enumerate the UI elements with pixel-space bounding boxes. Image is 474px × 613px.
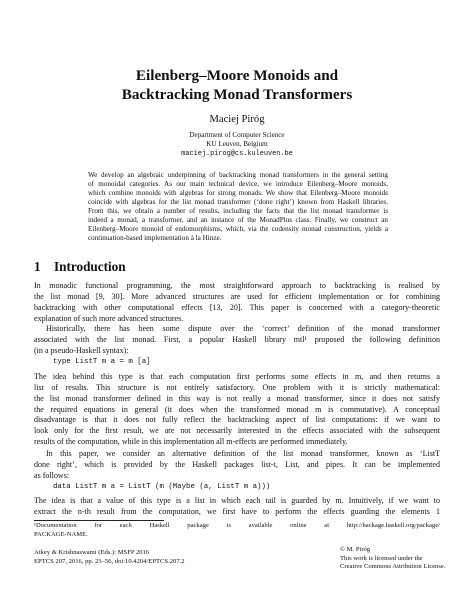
body-line: list of results. This structure is not entirely satisfactory. One problem with it is strictly mathematical: bbox=[34, 382, 440, 392]
body-line: look only for the first result, we are not necessarily interested in the effects associated with the subsequent bbox=[34, 426, 440, 436]
body-line: Historically, there has been some dispute over the ‘correct’ definition of the monad transformer bbox=[46, 324, 440, 333]
body-line: the required equations in general (it does when the transformed monad m is commutative). A conceptual bbox=[34, 404, 440, 414]
body-line: the list monad transformer defined in this way is not really a monad transformer, since it does not satisfy bbox=[34, 393, 440, 403]
abstract-line: From this, we obtain a number of results, including the facts that the list monad transformer is bbox=[88, 207, 388, 216]
body-line: associated with the list monad. First, a popular Haskell library mtl¹ proposed the following definition bbox=[34, 334, 440, 344]
author-email: maciej.pirog@cs.kuleuven.be bbox=[181, 150, 293, 158]
footnote-line: ¹Documentation for each Haskell package is available online at http://hackage.haskell.org/package/ bbox=[34, 522, 440, 529]
paragraph-1 bbox=[34, 281, 440, 324]
body-line: In this paper, we consider an alternative definition of the list monad transformer, known as ‘ListT bbox=[46, 449, 440, 458]
body-line: as follows: bbox=[34, 470, 70, 480]
paper-title-line-2: Backtracking Monad Transformers bbox=[121, 86, 353, 103]
doi-line: EPTCS 207, 2016, pp. 23–56, doi:10.4204/EPTCS.207.2 bbox=[34, 557, 185, 565]
body-line: backtracking with other computational effects [13, 20]. This paper is concerned with a category-theoretic bbox=[34, 302, 440, 312]
body-line: The idea behind this type is that each computation first performs some effects in m, and then returns a bbox=[34, 372, 440, 381]
section-number: 1 bbox=[34, 259, 41, 274]
section-title: Introduction bbox=[54, 259, 126, 274]
abstract-line: indeed a monad, a transformer, and an instance of the MonadPlus class. Finally, we construct an bbox=[88, 216, 388, 225]
publication-info bbox=[34, 549, 185, 566]
abstract-line: continuation-based implementation à la Hinze. bbox=[88, 234, 222, 243]
abstract-line: Eilenberg–Moore monoid of endomorphisms, which, via the codensity monad construction, yields a bbox=[88, 225, 388, 234]
footnote-rule bbox=[34, 520, 164, 521]
abstract-line: coincide with algebras for the list monad transformer (‘done right’) known from Haskell libraries. bbox=[88, 198, 388, 207]
body-line: extract the n-th result from the computation, we first have to perform the effects guarding the elements 1 bbox=[34, 506, 440, 516]
paragraph-3 bbox=[34, 372, 440, 448]
venue-line: Atkey & Krishnaswami (Eds.): MSFP 2016 bbox=[34, 549, 150, 556]
body-line: results of the computation, while in this implementation all m-effects are performed immediately. bbox=[34, 437, 348, 447]
code-listing-1: type ListT m a = m [a] bbox=[53, 358, 151, 366]
body-line: the list monad [9, 30]. More advanced structures are used for efficient implementation or for combining bbox=[34, 291, 440, 301]
copyright-line: © M. Piróg bbox=[340, 546, 371, 553]
section-heading bbox=[34, 259, 126, 275]
paper-title-line-1: Eilenberg–Moore Monoids and bbox=[135, 67, 339, 84]
body-line: disadvantage is that it does not fully reflect the backtracking aspect of list computations: if we want to bbox=[34, 415, 440, 425]
affiliation-institution: KU Leuven, Belgium bbox=[206, 140, 268, 148]
footnote bbox=[34, 522, 440, 539]
abstract-line: of monoidal categories. As our main technical device, we introduce Eilenberg–Moore monoids, bbox=[88, 180, 388, 189]
abstract-line: which combine monoids with algebras for strong monads. We show that Eilenberg–Moore monoids bbox=[88, 189, 388, 198]
paragraph-5 bbox=[34, 496, 440, 518]
body-line: explanation of such more advanced structures. bbox=[34, 313, 184, 323]
body-line: In monadic functional programming, the most straightforward approach to backtracking is realised by bbox=[34, 281, 440, 290]
license-line: Creative Commons Attribution License. bbox=[340, 563, 446, 571]
affiliation-department: Department of Computer Science bbox=[189, 131, 285, 139]
paragraph-2 bbox=[34, 324, 440, 357]
abstract-line: We develop an algebraic underpinning of backtracking monad transformers in the general setting bbox=[88, 171, 388, 179]
abstract bbox=[88, 171, 388, 243]
code-listing-2: data ListT m a = ListT (m (Maybe (a, ListT m a))) bbox=[53, 483, 271, 491]
footnote-line: PACKAGE-NAME. bbox=[34, 530, 88, 538]
body-line: The idea is that a value of this type is a list in which each tail is guarded by m. Intuitively, if we want to bbox=[34, 496, 440, 505]
body-line: (in a pseudo-Haskell syntax): bbox=[34, 345, 129, 355]
body-line: done right’, which is provided by the Haskell packages list-t, List, and pipes. It can be implemented bbox=[34, 459, 440, 469]
license-info bbox=[340, 546, 445, 572]
license-line: This work is licensed under the bbox=[340, 554, 423, 562]
author-name: Maciej Piróg bbox=[209, 114, 265, 125]
paragraph-4 bbox=[34, 449, 440, 482]
